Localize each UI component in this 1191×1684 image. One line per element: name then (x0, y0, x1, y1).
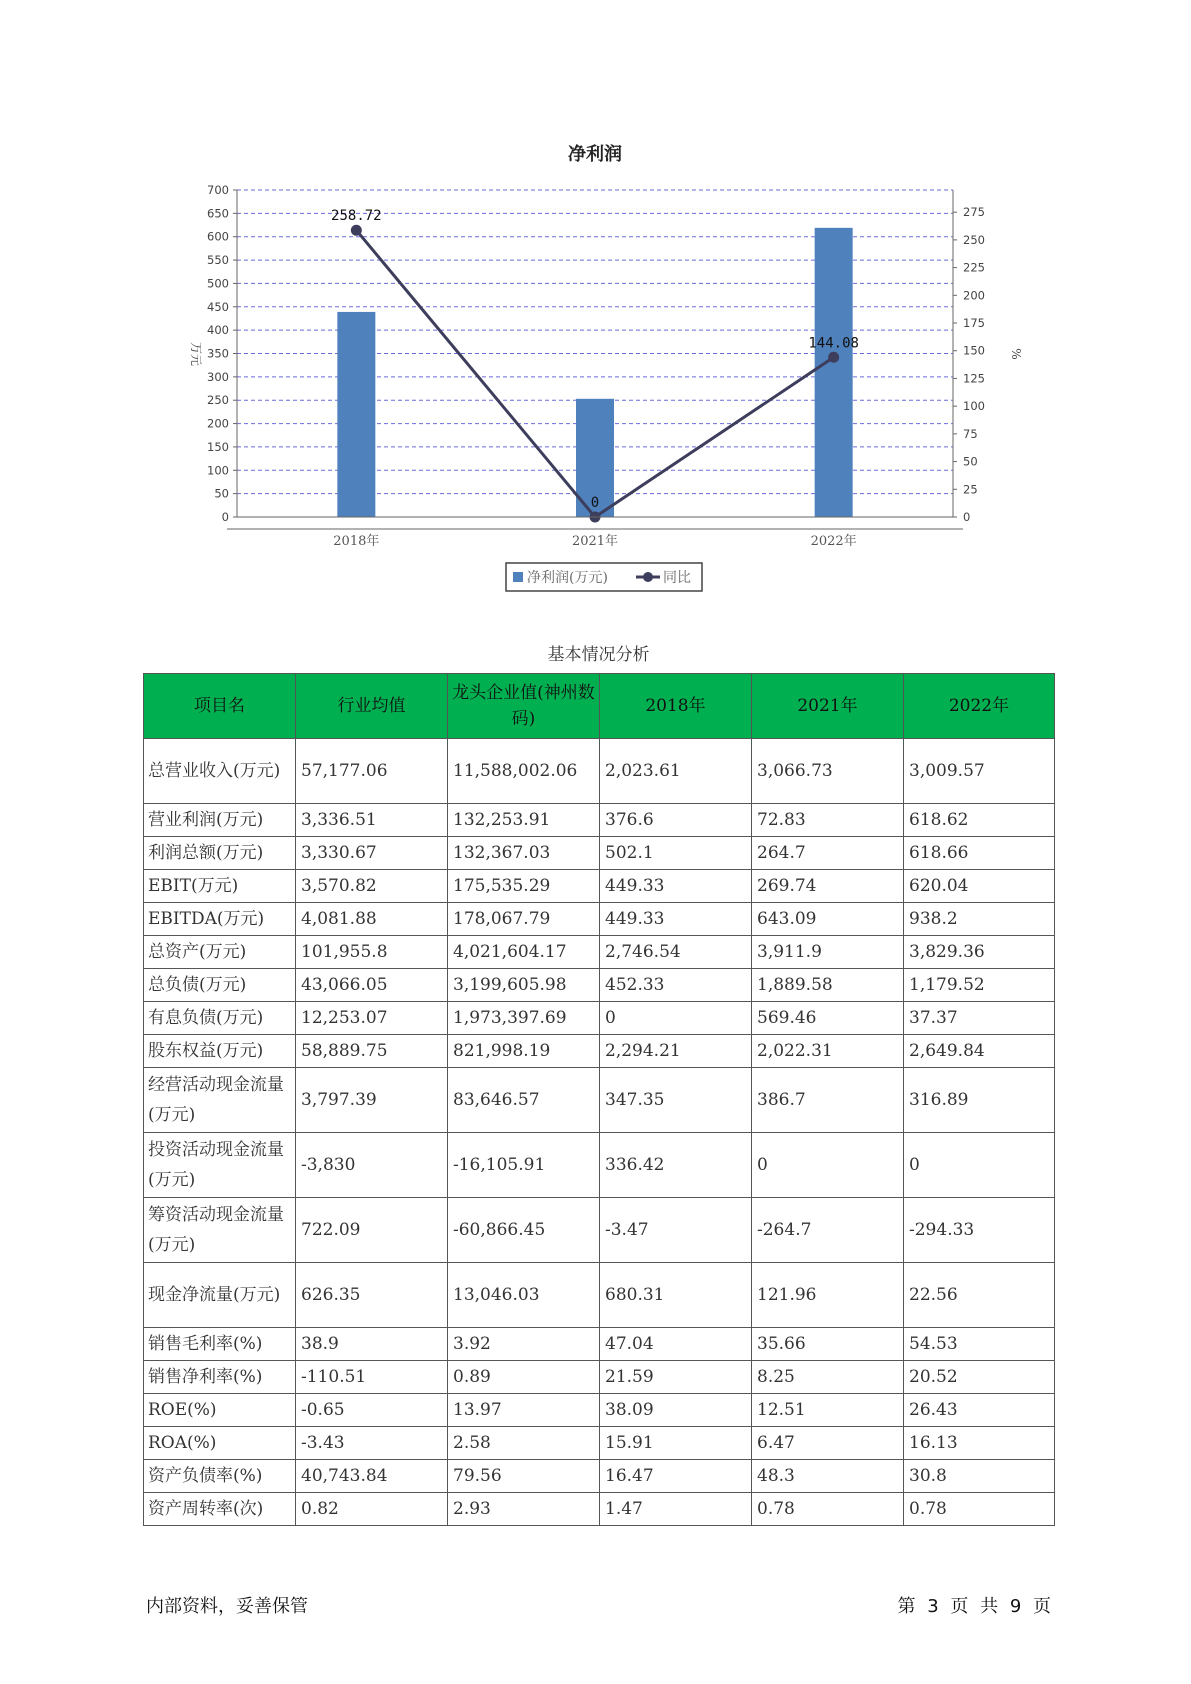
row-label-cell: 资产负债率(%) (144, 1460, 296, 1493)
value-cell: -264.7 (752, 1198, 904, 1263)
y2-tick-label: 50 (963, 454, 978, 469)
value-cell: -16,105.91 (448, 1133, 600, 1198)
value-cell: 35.66 (752, 1328, 904, 1361)
y-axis-label: 万元 (189, 341, 203, 367)
yoy-data-label: 258.72 (331, 208, 382, 225)
y-tick-label: 350 (207, 346, 229, 361)
value-cell: 121.96 (752, 1263, 904, 1328)
y-tick-label: 150 (207, 439, 229, 454)
value-cell: 132,367.03 (448, 837, 600, 870)
row-label-cell: 营业利润(万元) (144, 804, 296, 837)
value-cell: 21.59 (600, 1361, 752, 1394)
value-cell: -3.47 (600, 1198, 752, 1263)
value-cell: 72.83 (752, 804, 904, 837)
y-tick-label: 450 (207, 299, 229, 314)
table-row (144, 1198, 1055, 1263)
column-header: 2018年 (600, 674, 752, 739)
value-cell: 37.37 (904, 1002, 1055, 1035)
y2-tick-label: 175 (963, 316, 985, 331)
table-row (144, 739, 1055, 804)
value-cell: 48.3 (752, 1460, 904, 1493)
row-label-cell: 有息负债(万元) (144, 1002, 296, 1035)
y2-tick-label: 150 (963, 343, 985, 358)
value-cell: 3,336.51 (296, 804, 448, 837)
yoy-data-label: 144.08 (808, 335, 859, 352)
row-label-cell: 总资产(万元) (144, 936, 296, 969)
value-cell: 0.82 (296, 1493, 448, 1526)
row-label-cell: 投资活动现金流量(万元) (144, 1133, 296, 1198)
table-row (144, 1493, 1055, 1526)
x-tick-label: 2021年 (571, 534, 619, 549)
value-cell: 376.6 (600, 804, 752, 837)
value-cell: 3,330.67 (296, 837, 448, 870)
row-label-cell: 销售毛利率(%) (144, 1328, 296, 1361)
value-cell: 16.13 (904, 1427, 1055, 1460)
bar-2022年 (815, 228, 853, 517)
net-profit-chart (0, 0, 1191, 600)
value-cell: 4,021,604.17 (448, 936, 600, 969)
value-cell: 643.09 (752, 903, 904, 936)
value-cell: 386.7 (752, 1068, 904, 1133)
legend-line-marker (643, 572, 653, 582)
value-cell: 15.91 (600, 1427, 752, 1460)
table-row (144, 1133, 1055, 1198)
table-row (144, 1328, 1055, 1361)
value-cell: 0 (752, 1133, 904, 1198)
value-cell: 11,588,002.06 (448, 739, 600, 804)
table-body (144, 739, 1055, 1526)
y-tick-label: 200 (207, 416, 229, 431)
value-cell: 336.42 (600, 1133, 752, 1198)
row-label-cell: 股东权益(万元) (144, 1035, 296, 1068)
value-cell: 264.7 (752, 837, 904, 870)
x-tick-label: 2018年 (333, 534, 380, 549)
table-row (144, 1035, 1055, 1068)
table-header-row (144, 674, 1055, 739)
value-cell: 316.89 (904, 1068, 1055, 1133)
value-cell: 12,253.07 (296, 1002, 448, 1035)
value-cell: 618.66 (904, 837, 1055, 870)
y-tick-label: 100 (207, 463, 229, 478)
value-cell: 680.31 (600, 1263, 752, 1328)
value-cell: -294.33 (904, 1198, 1055, 1263)
y2-tick-label: 275 (963, 205, 985, 220)
value-cell: 57,177.06 (296, 739, 448, 804)
table-caption: 基本情况分析 (547, 645, 650, 665)
row-label-cell: ROE(%) (144, 1394, 296, 1427)
row-label-cell: 总营业收入(万元) (144, 739, 296, 804)
value-cell: 54.53 (904, 1328, 1055, 1361)
table-row (144, 1394, 1055, 1427)
value-cell: 3,911.9 (752, 936, 904, 969)
value-cell: 178,067.79 (448, 903, 600, 936)
value-cell: 13.97 (448, 1394, 600, 1427)
value-cell: 4,081.88 (296, 903, 448, 936)
value-cell: 938.2 (904, 903, 1055, 936)
table-row (144, 1002, 1055, 1035)
value-cell: 20.52 (904, 1361, 1055, 1394)
value-cell: 13,046.03 (448, 1263, 600, 1328)
legend-line-label: 同比 (663, 570, 691, 586)
value-cell: -0.65 (296, 1394, 448, 1427)
row-label-cell: 利润总额(万元) (144, 837, 296, 870)
value-cell: 12.51 (752, 1394, 904, 1427)
value-cell: 79.56 (448, 1460, 600, 1493)
yoy-point (351, 225, 362, 236)
value-cell: 569.46 (752, 1002, 904, 1035)
chart-legend (506, 563, 702, 591)
value-cell: 26.43 (904, 1394, 1055, 1427)
y2-axis-label: % (1009, 348, 1023, 360)
value-cell: 618.62 (904, 804, 1055, 837)
column-header: 项目名 (144, 674, 296, 739)
value-cell: 175,535.29 (448, 870, 600, 903)
value-cell: 101,955.8 (296, 936, 448, 969)
table-row (144, 969, 1055, 1002)
table-row (144, 903, 1055, 936)
value-cell: 0 (904, 1133, 1055, 1198)
y-tick-label: 50 (214, 486, 229, 501)
value-cell: 16.47 (600, 1460, 752, 1493)
value-cell: 0 (600, 1002, 752, 1035)
row-label-cell: ROA(%) (144, 1427, 296, 1460)
table-row (144, 936, 1055, 969)
y2-tick-label: 250 (963, 232, 985, 247)
row-label-cell: 总负债(万元) (144, 969, 296, 1002)
value-cell: 0.78 (904, 1493, 1055, 1526)
table-row (144, 804, 1055, 837)
value-cell: 0.89 (448, 1361, 600, 1394)
value-cell: 3,797.39 (296, 1068, 448, 1133)
value-cell: 452.33 (600, 969, 752, 1002)
y2-tick-label: 25 (963, 482, 978, 497)
value-cell: 449.33 (600, 870, 752, 903)
yoy-data-label: 0 (590, 495, 600, 511)
y-tick-label: 650 (207, 206, 229, 221)
value-cell: 502.1 (600, 837, 752, 870)
table-row (144, 1361, 1055, 1394)
value-cell: 2,023.61 (600, 739, 752, 804)
value-cell: -3,830 (296, 1133, 448, 1198)
row-label-cell: 经营活动现金流量(万元) (144, 1068, 296, 1133)
column-header: 龙头企业值(神州数码) (448, 674, 600, 739)
value-cell: 626.35 (296, 1263, 448, 1328)
value-cell: 2,022.31 (752, 1035, 904, 1068)
x-tick-label: 2022年 (810, 534, 857, 549)
bar-2018年 (337, 312, 375, 517)
y-tick-label: 250 (207, 393, 229, 408)
column-header: 2021年 (752, 674, 904, 739)
value-cell: 43,066.05 (296, 969, 448, 1002)
row-label-cell: 销售净利率(%) (144, 1361, 296, 1394)
value-cell: 3,570.82 (296, 870, 448, 903)
table-row (144, 1427, 1055, 1460)
value-cell: 2.93 (448, 1493, 600, 1526)
y-tick-label: 550 (207, 253, 229, 268)
column-header: 2022年 (904, 674, 1055, 739)
column-header: 行业均值 (296, 674, 448, 739)
legend-bar-swatch (513, 572, 523, 582)
value-cell: 2,649.84 (904, 1035, 1055, 1068)
value-cell: 1,973,397.69 (448, 1002, 600, 1035)
y2-tick-label: 100 (963, 399, 985, 414)
value-cell: 2.58 (448, 1427, 600, 1460)
y2-tick-label: 0 (963, 510, 971, 524)
value-cell: 2,746.54 (600, 936, 752, 969)
row-label-cell: 资产周转率(次) (144, 1493, 296, 1526)
y-tick-label: 700 (207, 183, 229, 197)
row-label-cell: EBIT(万元) (144, 870, 296, 903)
y-tick-label: 600 (207, 229, 229, 244)
y2-tick-label: 200 (963, 288, 985, 303)
value-cell: 2,294.21 (600, 1035, 752, 1068)
value-cell: 3,829.36 (904, 936, 1055, 969)
yoy-point (828, 352, 839, 363)
y-tick-label: 0 (221, 510, 229, 524)
y-tick-label: 400 (207, 323, 229, 338)
table-row (144, 1068, 1055, 1133)
value-cell: 22.56 (904, 1263, 1055, 1328)
value-cell: 30.8 (904, 1460, 1055, 1493)
y2-tick-label: 225 (963, 260, 985, 275)
value-cell: 347.35 (600, 1068, 752, 1133)
table-row (144, 1460, 1055, 1493)
footer-confidential-note: 内部资料，妥善保管 (146, 1596, 308, 1617)
legend-bar-label: 净利润(万元) (527, 570, 608, 586)
y2-tick-label: 125 (963, 371, 985, 386)
table-row (144, 1263, 1055, 1328)
value-cell: 269.74 (752, 870, 904, 903)
value-cell: 722.09 (296, 1198, 448, 1263)
chart-title: 净利润 (568, 144, 622, 165)
value-cell: 47.04 (600, 1328, 752, 1361)
y2-tick-label: 75 (963, 426, 978, 441)
value-cell: 1,889.58 (752, 969, 904, 1002)
value-cell: 3.92 (448, 1328, 600, 1361)
value-cell: 0.78 (752, 1493, 904, 1526)
value-cell: 3,066.73 (752, 739, 904, 804)
row-label-cell: 筹资活动现金流量(万元) (144, 1198, 296, 1263)
y-tick-label: 300 (207, 369, 229, 384)
value-cell: 40,743.84 (296, 1460, 448, 1493)
value-cell: 821,998.19 (448, 1035, 600, 1068)
value-cell: 132,253.91 (448, 804, 600, 837)
table-row (144, 870, 1055, 903)
value-cell: -3.43 (296, 1427, 448, 1460)
value-cell: 83,646.57 (448, 1068, 600, 1133)
value-cell: 1,179.52 (904, 969, 1055, 1002)
value-cell: 6.47 (752, 1427, 904, 1460)
value-cell: 38.09 (600, 1394, 752, 1427)
value-cell: -60,866.45 (448, 1198, 600, 1263)
value-cell: 620.04 (904, 870, 1055, 903)
value-cell: -110.51 (296, 1361, 448, 1394)
value-cell: 449.33 (600, 903, 752, 936)
y-tick-label: 500 (207, 276, 229, 291)
footer-page-number: 第 3 页 共 9 页 (897, 1596, 1051, 1617)
row-label-cell: EBITDA(万元) (144, 903, 296, 936)
row-label-cell: 现金净流量(万元) (144, 1263, 296, 1328)
chart-bars (337, 228, 852, 517)
value-cell: 3,009.57 (904, 739, 1055, 804)
value-cell: 3,199,605.98 (448, 969, 600, 1002)
value-cell: 58,889.75 (296, 1035, 448, 1068)
table-row (144, 837, 1055, 870)
value-cell: 8.25 (752, 1361, 904, 1394)
value-cell: 38.9 (296, 1328, 448, 1361)
basic-analysis-table (143, 673, 1055, 1526)
value-cell: 1.47 (600, 1493, 752, 1526)
